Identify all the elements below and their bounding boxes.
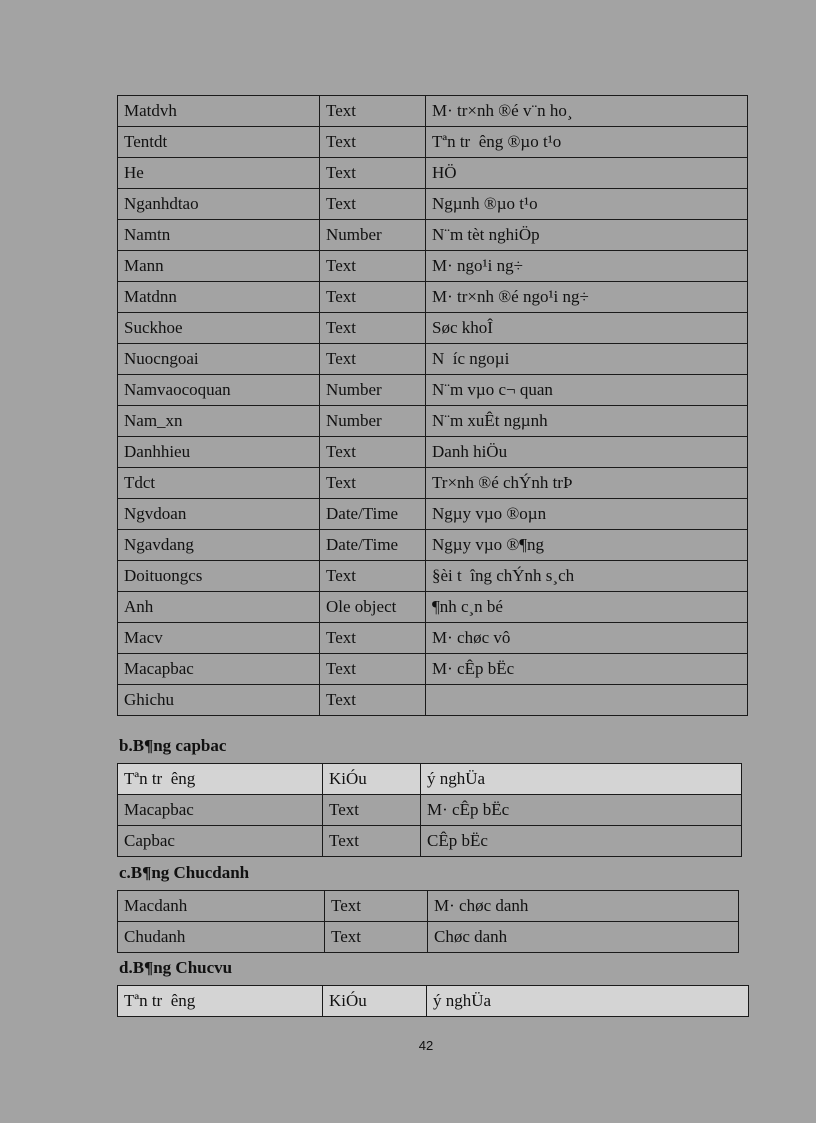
header-cell: ý nghÜa — [427, 986, 749, 1017]
table-cell: HÖ — [426, 158, 748, 189]
table-cell: Text — [320, 468, 426, 499]
table-row — [118, 220, 748, 251]
table-cell: Anh — [118, 592, 320, 623]
table-header-row — [118, 764, 742, 795]
table-cell: Ngµy vµo ®¶ng — [426, 530, 748, 561]
table-cell: N¨m xuÊt ngµnh — [426, 406, 748, 437]
table-cell: Ngµy vµo ®oµn — [426, 499, 748, 530]
table-cell — [426, 685, 748, 716]
table-cell: ¶nh c¸n bé — [426, 592, 748, 623]
table-row — [118, 499, 748, 530]
table-row — [118, 251, 748, 282]
table-cell: He — [118, 158, 320, 189]
table-cell: Text — [320, 189, 426, 220]
table-cell: Ole object — [320, 592, 426, 623]
table-row — [118, 313, 748, 344]
table-cell: Text — [320, 282, 426, 313]
table-cell: Text — [323, 826, 421, 857]
table-cell: Text — [325, 922, 428, 953]
table-cell: M· cÊp bËc — [426, 654, 748, 685]
table-row — [118, 561, 748, 592]
main-field-table-body — [118, 96, 748, 716]
table-cell: Suckhoe — [118, 313, 320, 344]
table-cell: Ghichu — [118, 685, 320, 716]
table-cell: M· cÊp bËc — [421, 795, 742, 826]
header-cell: KiÓu — [323, 764, 421, 795]
table-row — [118, 344, 748, 375]
section-title-chucdanh: c.B¶ng Chucdanh — [119, 863, 250, 882]
table-cell: Nganhdtao — [118, 189, 320, 220]
table-cell: Text — [320, 313, 426, 344]
table-cell: Tr×nh ®é chÝnh trÞ — [426, 468, 748, 499]
table-cell: Mann — [118, 251, 320, 282]
table-row — [118, 623, 748, 654]
table-cell: Namtn — [118, 220, 320, 251]
table-cell: M· tr×nh ®é v¨n ho¸ — [426, 96, 748, 127]
table-cell: Tdct — [118, 468, 320, 499]
table-cell: Matdvh — [118, 96, 320, 127]
table-cell: Macapbac — [118, 654, 320, 685]
table-cell: Danh hiÖu — [426, 437, 748, 468]
page-number: 42 — [418, 1038, 434, 1053]
table-cell: Text — [320, 685, 426, 716]
table-row — [118, 437, 748, 468]
table-cell: Text — [320, 561, 426, 592]
table-cell: Chudanh — [118, 922, 325, 953]
table-row — [118, 922, 739, 953]
table-row — [118, 685, 748, 716]
table-cell: Nam_xn — [118, 406, 320, 437]
table-row — [118, 468, 748, 499]
table-cell: Capbac — [118, 826, 323, 857]
table-row — [118, 189, 748, 220]
table-cell: Text — [320, 127, 426, 158]
table-cell: M· ngo¹i ng÷ — [426, 251, 748, 282]
table-row — [118, 826, 742, 857]
table-row — [118, 891, 739, 922]
table-cell: Matdnn — [118, 282, 320, 313]
table-row — [118, 592, 748, 623]
table-cell: Tªn tr êng ®µo t¹o — [426, 127, 748, 158]
table-cell: Text — [323, 795, 421, 826]
table-cell: N íc ngoµi — [426, 344, 748, 375]
table-cell: Danhhieu — [118, 437, 320, 468]
table-cell: Number — [320, 220, 426, 251]
table-cell: M· tr×nh ®é ngo¹i ng÷ — [426, 282, 748, 313]
table-cell: Number — [320, 375, 426, 406]
table-cell: Date/Time — [320, 530, 426, 561]
section-title-capbac: b.B¶ng capbac — [119, 736, 227, 755]
table-cell: Namvaocoquan — [118, 375, 320, 406]
table-cell: N¨m tèt nghiÖp — [426, 220, 748, 251]
table-cell: Macdanh — [118, 891, 325, 922]
table-cell: M· chøc danh — [428, 891, 739, 922]
table-cell: Text — [320, 654, 426, 685]
table-header-row — [118, 986, 749, 1017]
table-cell: Ngavdang — [118, 530, 320, 561]
table-cell: §èi t îng chÝnh s¸ch — [426, 561, 748, 592]
table-cell: Chøc danh — [428, 922, 739, 953]
table-row — [118, 158, 748, 189]
section-title-chucvu: d.B¶ng Chucvu — [119, 958, 233, 977]
chucdanh-table — [117, 890, 739, 953]
table-cell: Tentdt — [118, 127, 320, 158]
table-cell: CÊp bËc — [421, 826, 742, 857]
header-cell: ý nghÜa — [421, 764, 742, 795]
header-cell: Tªn tr êng — [118, 986, 323, 1017]
table-cell: Macapbac — [118, 795, 323, 826]
capbac-table — [117, 763, 742, 857]
table-cell: Text — [320, 251, 426, 282]
table-cell: Text — [320, 158, 426, 189]
table-cell: Ngµnh ®µo t¹o — [426, 189, 748, 220]
table-cell: Text — [320, 437, 426, 468]
table-cell: Text — [320, 96, 426, 127]
table-cell: Date/Time — [320, 499, 426, 530]
table-cell: M· chøc vô — [426, 623, 748, 654]
table-cell: Number — [320, 406, 426, 437]
header-cell: KiÓu — [323, 986, 427, 1017]
table-cell: Text — [320, 623, 426, 654]
table-cell: Ngvdoan — [118, 499, 320, 530]
table-cell: Søc khoÎ — [426, 313, 748, 344]
table-cell: N¨m vµo c¬ quan — [426, 375, 748, 406]
table-cell: Text — [320, 344, 426, 375]
table-cell: Macv — [118, 623, 320, 654]
table-row — [118, 795, 742, 826]
table-cell: Doituongcs — [118, 561, 320, 592]
table-cell: Text — [325, 891, 428, 922]
table-row — [118, 654, 748, 685]
header-cell: Tªn tr êng — [118, 764, 323, 795]
table-row — [118, 127, 748, 158]
table-row — [118, 530, 748, 561]
table-row — [118, 406, 748, 437]
chucvu-table — [117, 985, 749, 1017]
table-row — [118, 282, 748, 313]
table-row — [118, 375, 748, 406]
table-row — [118, 96, 748, 127]
main-field-table — [117, 95, 748, 716]
table-cell: Nuocngoai — [118, 344, 320, 375]
